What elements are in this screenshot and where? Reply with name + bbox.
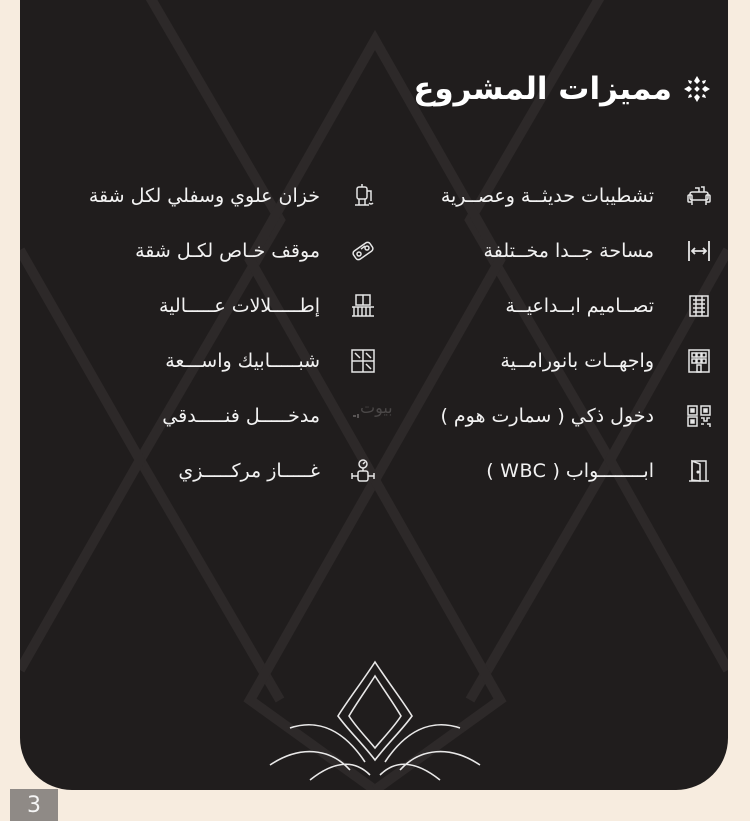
- parking-icon: [350, 238, 376, 264]
- feature-label: مدخـــــل فنـــــدقي: [162, 404, 320, 427]
- features-left-column: [46, 168, 376, 498]
- feature-item: [382, 223, 712, 278]
- gas-meter-icon: [350, 458, 376, 484]
- title-row: [413, 64, 712, 114]
- feature-item: [46, 278, 376, 333]
- feature-label: دخول ذكي ( سمارت هوم ): [440, 404, 654, 427]
- sofa-icon: [686, 183, 712, 209]
- feature-label: واجهــات بانورامــية: [500, 349, 654, 372]
- feature-label: غـــــاز مركـــــزي: [178, 459, 320, 482]
- feature-label: خزان علوي وسفلي لكل شقة: [88, 184, 320, 207]
- feature-item: [382, 278, 712, 333]
- width-arrows-icon: [686, 238, 712, 264]
- building-icon: [686, 293, 712, 319]
- feature-label: موقف خـاص لكـل شقة: [135, 239, 320, 262]
- window-icon: [350, 348, 376, 374]
- feature-label: مساحة جــدا مخــتلفة: [483, 239, 654, 262]
- feature-label: تصــاميم ابــداعيــة: [505, 294, 654, 317]
- feature-item: [382, 443, 712, 498]
- feature-label: شبـــــابيك واســـعة: [165, 349, 320, 372]
- ornament-icon: [682, 74, 712, 104]
- feature-item: [46, 168, 376, 223]
- feature-item: [382, 388, 712, 443]
- smart-home-icon: [686, 403, 712, 429]
- feature-item: [46, 223, 376, 278]
- facade-icon: [686, 348, 712, 374]
- feature-item: [382, 333, 712, 388]
- balcony-icon: [350, 293, 376, 319]
- feature-item: [382, 168, 712, 223]
- page-number: 3: [10, 789, 58, 821]
- page-title: مميزات المشروع: [413, 71, 672, 107]
- water-tank-icon: [350, 183, 376, 209]
- feature-label: تشطيبات حديثــة وعصــرية: [440, 184, 654, 207]
- feature-item: [46, 333, 376, 388]
- feature-label: إطـــــلالات عـــــالية: [159, 294, 320, 317]
- feature-label: ابــــــــواب ( WBC ): [486, 459, 654, 482]
- feature-item: [46, 388, 376, 443]
- features-right-column: [382, 168, 712, 498]
- features-card: [20, 0, 728, 790]
- watermark-logo: بيوت: [360, 398, 393, 417]
- feature-item: [46, 443, 376, 498]
- door-icon: [686, 458, 712, 484]
